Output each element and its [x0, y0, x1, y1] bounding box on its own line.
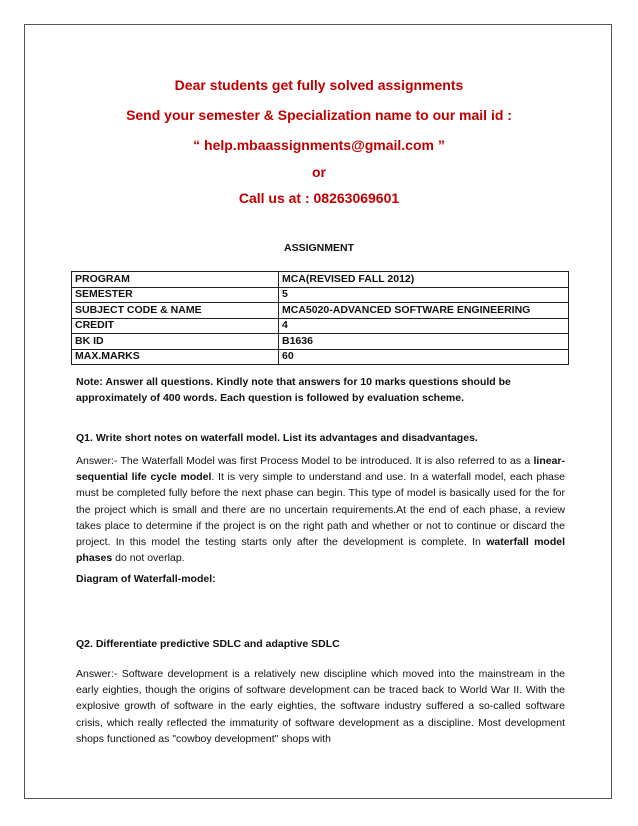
assignment-title: ASSIGNMENT [283, 242, 354, 254]
assignment-info-table [71, 271, 569, 365]
promo-line-2: Send your semester & Specialization name to our mail id : [126, 107, 512, 123]
question-2: Q2. Differentiate predictive SDLC and adaptive SDLC [76, 638, 340, 650]
answer-1 [76, 453, 565, 566]
row-key: CREDIT [72, 318, 279, 334]
promo-line-1: Dear students get fully solved assignments [174, 77, 464, 93]
instructions-note: Note: Answer all questions. Kindly note that answers for 10 marks questions should be approximately of 400 words. Each question is followed by evaluation scheme. [76, 376, 511, 405]
answer-1-emphasis: linear-sequential life cycle model [76, 455, 565, 484]
row-value: MCA(REVISED FALL 2012) [279, 272, 569, 288]
table-row [72, 287, 569, 303]
row-key: SUBJECT CODE & NAME [72, 303, 279, 319]
row-value: MCA5020-ADVANCED SOFTWARE ENGINEERING [279, 303, 569, 319]
table-row [72, 318, 569, 334]
table-row [72, 334, 569, 350]
table-row [72, 272, 569, 288]
row-value: 60 [279, 349, 569, 365]
question-1: Q1. Write short notes on waterfall model. List its advantages and disadvantages. [76, 432, 478, 444]
answer-1-text: Answer:- The Waterfall Model was first Process Model to be introduced. It is also referred to as a [76, 455, 534, 467]
row-key: BK ID [72, 334, 279, 350]
table-row [72, 303, 569, 319]
diagram-label: Diagram of Waterfall-model: [76, 573, 216, 585]
answer-1-emphasis: waterfall model phases [76, 536, 565, 565]
promo-or: or [312, 164, 326, 180]
row-key: MAX.MARKS [72, 349, 279, 365]
promo-phone[interactable]: Call us at : 08263069601 [238, 190, 400, 206]
answer-2: Answer:- Software development is a relatively new discipline which moved into the mainstream in the early eighties, though the origins of software development can be traced back to World War II. With the explosive growth of software in the early eighties, the software industry suffered a so-called software crisis, which really reflected the immaturity of software development as a discipline. Most development shops functioned as "cowboy development" shops with [76, 668, 565, 745]
table-row [72, 349, 569, 365]
row-value: 4 [279, 318, 569, 334]
promo-email[interactable]: “ help.mbaassignments@gmail.com ” [193, 137, 445, 153]
answer-1-text: do not overlap. [112, 552, 185, 565]
row-value: 5 [279, 287, 569, 303]
answer-1-text: . It is very simple to understand and use. In a waterfall model, each phase must be completed fully before the next phase can begin. This type of model is basically used for the for the project which is small and there are no uncertain requirements.At the end of each phase, a review takes place to determine if the project is on the right path and whether or not to continue or discard the project. In this model the testing starts only after the development is complete. In [76, 471, 565, 549]
row-key: PROGRAM [72, 272, 279, 288]
row-key: SEMESTER [72, 287, 279, 303]
row-value: B1636 [279, 334, 569, 350]
